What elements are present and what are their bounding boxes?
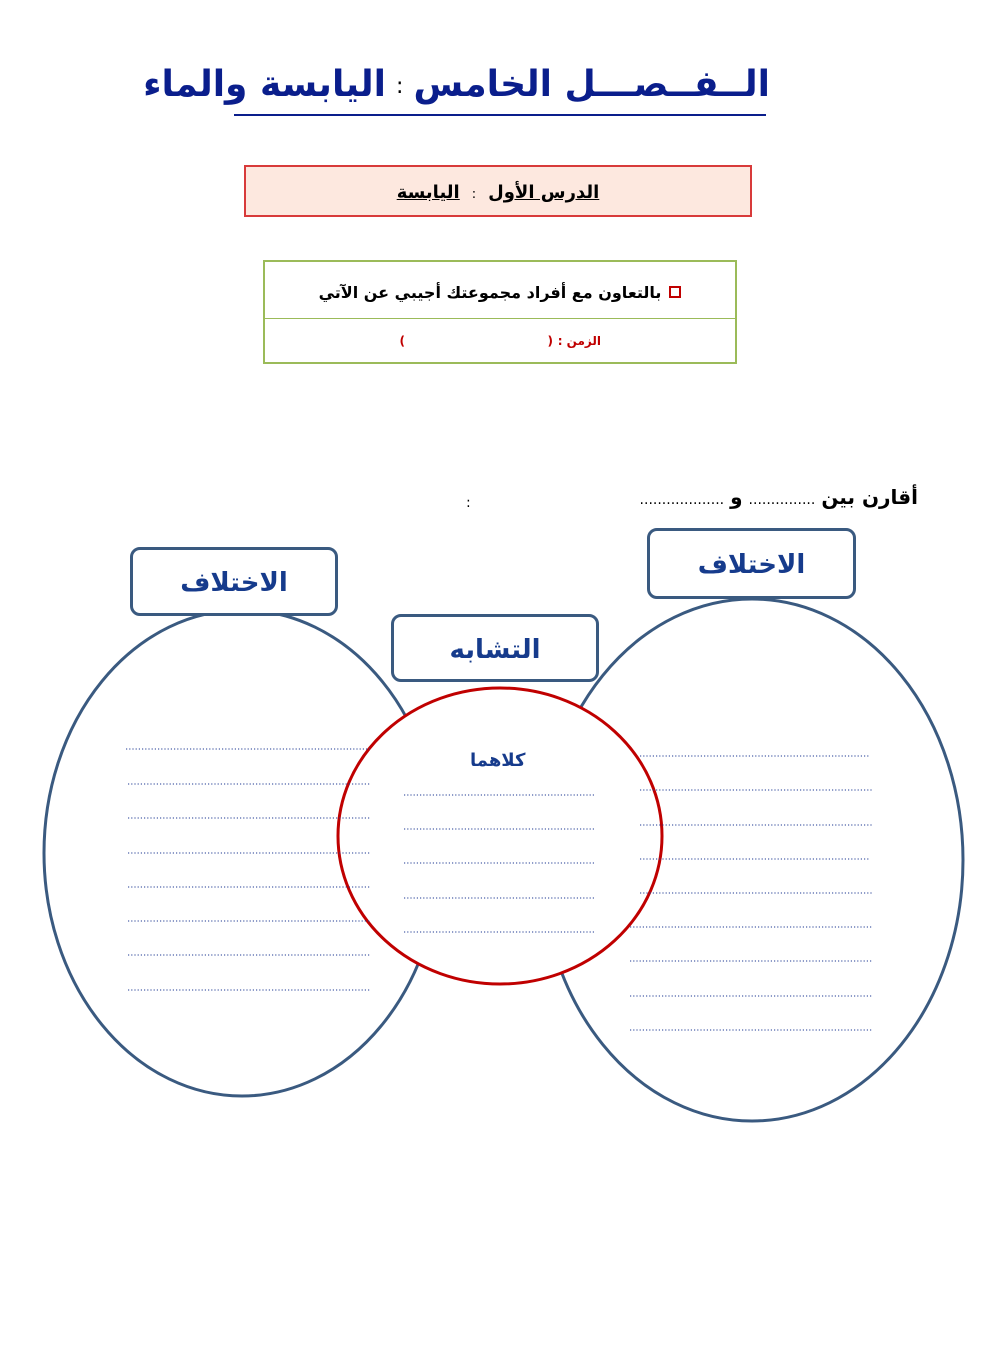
compare-colon: : [466, 495, 471, 511]
title-separator: : [396, 73, 404, 99]
time-paren-close: ) [399, 334, 405, 348]
center-circle [338, 688, 662, 984]
instruction-text: بالتعاون مع أفراد مجموعتك أجيبي عن الآتي [318, 283, 662, 302]
compare-conjunction: و [730, 485, 743, 509]
similarity-heading: التشابه [391, 614, 599, 682]
compare-blank-2[interactable]: ................... [639, 492, 725, 508]
both-label: كلاهما [470, 750, 526, 771]
right-answer-lines [630, 756, 872, 1030]
lesson-label: الدرس الأول [488, 182, 600, 203]
right-difference-heading: الاختلاف [647, 528, 856, 599]
chapter-label: الــفــصـــل الخامس [413, 64, 770, 105]
time-label: الزمن : [557, 334, 601, 348]
compare-prefix: أقارن بين [821, 485, 918, 509]
left-difference-heading: الاختلاف [130, 547, 338, 616]
left-answer-lines [126, 749, 370, 990]
time-paren-open: ( [547, 334, 553, 348]
chapter-subject: اليابسة والماء [143, 64, 387, 105]
lesson-title: اليابسة [396, 182, 460, 203]
compare-blank-1[interactable]: ............... [748, 492, 816, 508]
lesson-separator: : [471, 187, 477, 202]
